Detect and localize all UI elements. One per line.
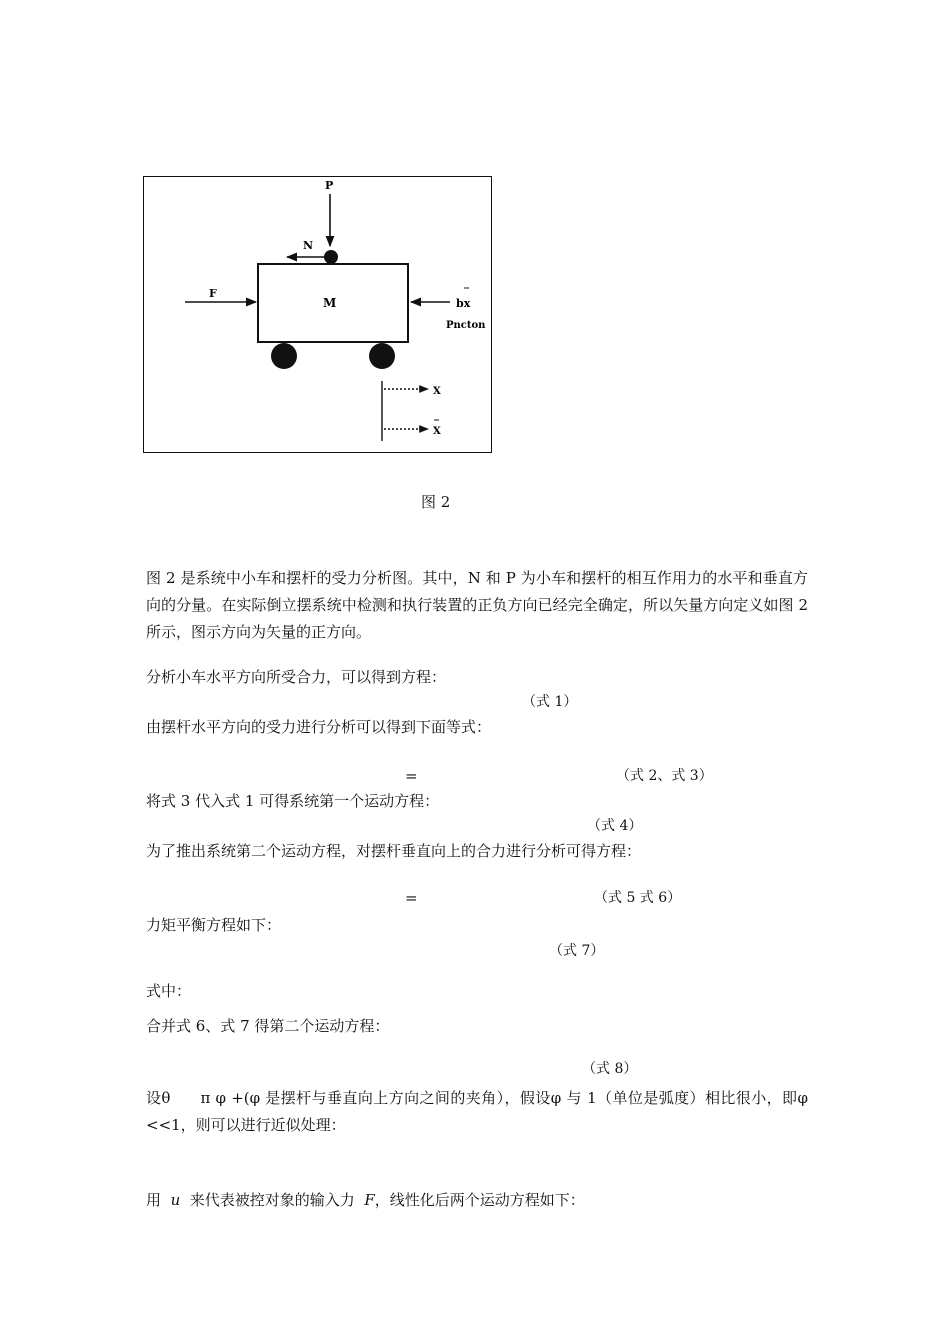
input-f-symbol: F — [364, 1191, 375, 1209]
text-combine-eq6-eq7: 合并式 6、式 7 得第二个运动方程： — [146, 1017, 390, 1035]
angle-description-text: φ +(φ 是摆杆与垂直向上方向之间的夹角），假设φ 与 1（单位是弧度）相比很小，即φ <<1，则可以进行近似处理： — [146, 1089, 808, 1134]
text-substitute-eq3: 将式 3 代入式 1 可得系统第一个运动方程： — [146, 792, 440, 810]
equation-label-4: （式 4） — [587, 818, 643, 834]
equation-label-2-3: （式 2、式 3） — [616, 768, 713, 784]
label-x-dot: X — [433, 426, 441, 437]
text-horizontal-force: 分析小车水平方向所受合力，可以得到方程： — [146, 668, 447, 686]
text-moment-balance: 力矩平衡方程如下： — [146, 916, 282, 934]
label-f: F — [209, 287, 217, 300]
label-m: M — [323, 296, 337, 310]
equation-equals-5-6: = — [405, 889, 418, 907]
text-pendulum-horizontal: 由摆杆水平方向的受力进行分析可以得到下面等式： — [146, 718, 492, 736]
paragraph-angle-definition — [146, 1085, 808, 1139]
label-pncton: Pncton — [446, 320, 486, 331]
pi-symbol: π — [200, 1089, 211, 1107]
text-vertical-force: 为了推出系统第二个运动方程，对摆杆垂直向上的合力进行分析可得方程： — [146, 842, 642, 860]
left-wheel — [271, 343, 297, 369]
force-diagram-svg — [143, 176, 492, 454]
label-p: P — [325, 179, 334, 192]
label-x: X — [433, 386, 441, 397]
equation-label-8: （式 8） — [582, 1061, 638, 1077]
label-n: N — [303, 239, 314, 252]
equation-label-7: （式 7） — [549, 943, 605, 959]
label-bx: bx — [456, 297, 471, 310]
figure-caption: 图 2 — [421, 493, 451, 511]
force-diagram-figure — [143, 176, 492, 454]
text-where: 式中： — [146, 982, 192, 1000]
paragraph-force-analysis: 图 2 是系统中小车和摆杆的受力分析图。其中，N 和 P 为小车和摆杆的相互作用力的水平和垂直方向的分量。在实际倒立摆系统中检测和执行装置的正负方向已经完全确定，所以矢量方向定义如图 2 所示，图示方向为矢量的正方向。 — [146, 569, 808, 641]
text-linearization: 用 u 来代表被控对象的输入力 F，线性化后两个运动方程如下： — [146, 1191, 585, 1209]
pivot-ball — [324, 250, 338, 264]
right-wheel — [369, 343, 395, 369]
equation-label-1: （式 1） — [522, 694, 578, 710]
equation-equals-2-3: = — [405, 767, 418, 785]
equation-label-5-6: （式 5 式 6） — [594, 890, 682, 906]
angle-theta-text: 设θ — [146, 1089, 171, 1107]
input-u-symbol: u — [170, 1191, 181, 1209]
